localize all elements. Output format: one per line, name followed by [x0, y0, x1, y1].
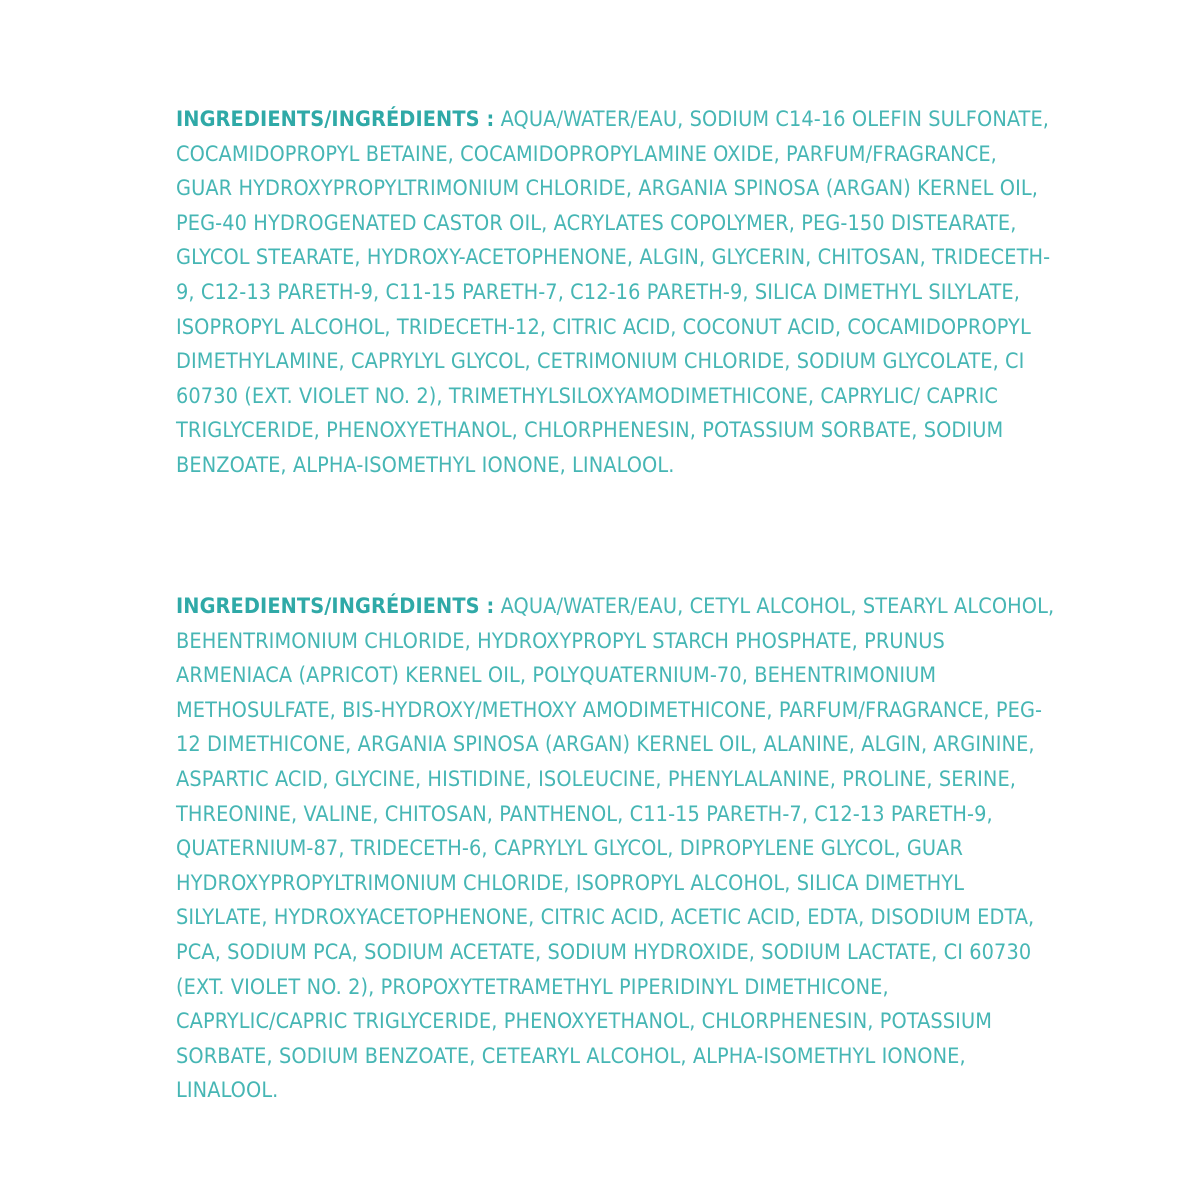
- ingredients-heading: INGREDIENTS/INGRÉDIENTS :: [176, 107, 495, 132]
- ingredients-block-conditioner: [176, 590, 1056, 1109]
- ingredients-list: AQUA/WATER/EAU, SODIUM C14-16 OLEFIN SULFONATE, COCAMIDOPROPYL BETAINE, COCAMIDOPROPYLAMINE OXIDE, PARFUM/FRAGRANCE, GUAR HYDROXYPROPYLTRIMONIUM CHLORIDE, ARGANIA SPINOSA (ARGAN) KERNEL OIL, PEG-40 HYDROGENATED CASTOR OIL, ACRYLATES COPOLYMER, PEG-150 DISTEARATE, GLYCOL STEARATE, HYDROXY-ACETOPHENONE, ALGIN, GLYCERIN, CHITOSAN, TRIDECETH-9, C12-13 PARETH-9, C11-15 PARETH-7, C12-16 PARETH-9, SILICA DIMETHYL SILYLATE, ISOPROPYL ALCOHOL, TRIDECETH-12, CITRIC ACID, COCONUT ACID, COCAMIDOPROPYL DIMETHYLAMINE, CAPRYLYL GLYCOL, CETRIMONIUM CHLORIDE, SODIUM GLYCOLATE, CI 60730 (EXT. VIOLET NO. 2), TRIMETHYLSILOXYAMODIMETHICONE, CAPRYLIC/ CAPRIC TRIGLYCERIDE, PHENOXYETHANOL, CHLORPHENESIN, POTASSIUM SORBATE, SODIUM BENZOATE, ALPHA-ISOMETHYL IONONE, LINALOOL.: [176, 107, 1051, 478]
- ingredients-list: AQUA/WATER/EAU, CETYL ALCOHOL, STEARYL ALCOHOL, BEHENTRIMONIUM CHLORIDE, HYDROXYPROPYL STARCH PHOSPHATE, PRUNUS ARMENIACA (APRICOT) KERNEL OIL, POLYQUATERNIUM-70, BEHENTRIMONIUM METHOSULFATE, BIS-HYDROXY/METHOXY AMODIMETHICONE, PARFUM/FRAGRANCE, PEG-12 DIMETHICONE, ARGANIA SPINOSA (ARGAN) KERNEL OIL, ALANINE, ALGIN, ARGININE, ASPARTIC ACID, GLYCINE, HISTIDINE, ISOLEUCINE, PHENYLALANINE, PROLINE, SERINE, THREONINE, VALINE, CHITOSAN, PANTHENOL, C11-15 PARETH-7, C12-13 PARETH-9, QUATERNIUM-87, TRIDECETH-6, CAPRYLYL GLYCOL, DIPROPYLENE GLYCOL, GUAR HYDROXYPROPYLTRIMONIUM CHLORIDE, ISOPROPYL ALCOHOL, SILICA DIMETHYL SILYLATE, HYDROXYACETOPHENONE, CITRIC ACID, ACETIC ACID, EDTA, DISODIUM EDTA, PCA, SODIUM PCA, SODIUM ACETATE, SODIUM HYDROXIDE, SODIUM LACTATE, CI 60730 (EXT. VIOLET NO. 2), PROPOXYTETRAMETHYL PIPERIDINYL DIMETHICONE, CAPRYLIC/CAPRIC TRIGLYCERIDE, PHENOXYETHANOL, CHLORPHENESIN, POTASSIUM SORBATE, SODIUM BENZOATE, CETEARYL ALCOHOL, ALPHA-ISOMETHYL IONONE, LINALOOL.: [176, 594, 1055, 1104]
- ingredients-heading: INGREDIENTS/INGRÉDIENTS :: [176, 594, 495, 619]
- ingredients-block-shampoo: [176, 103, 1056, 484]
